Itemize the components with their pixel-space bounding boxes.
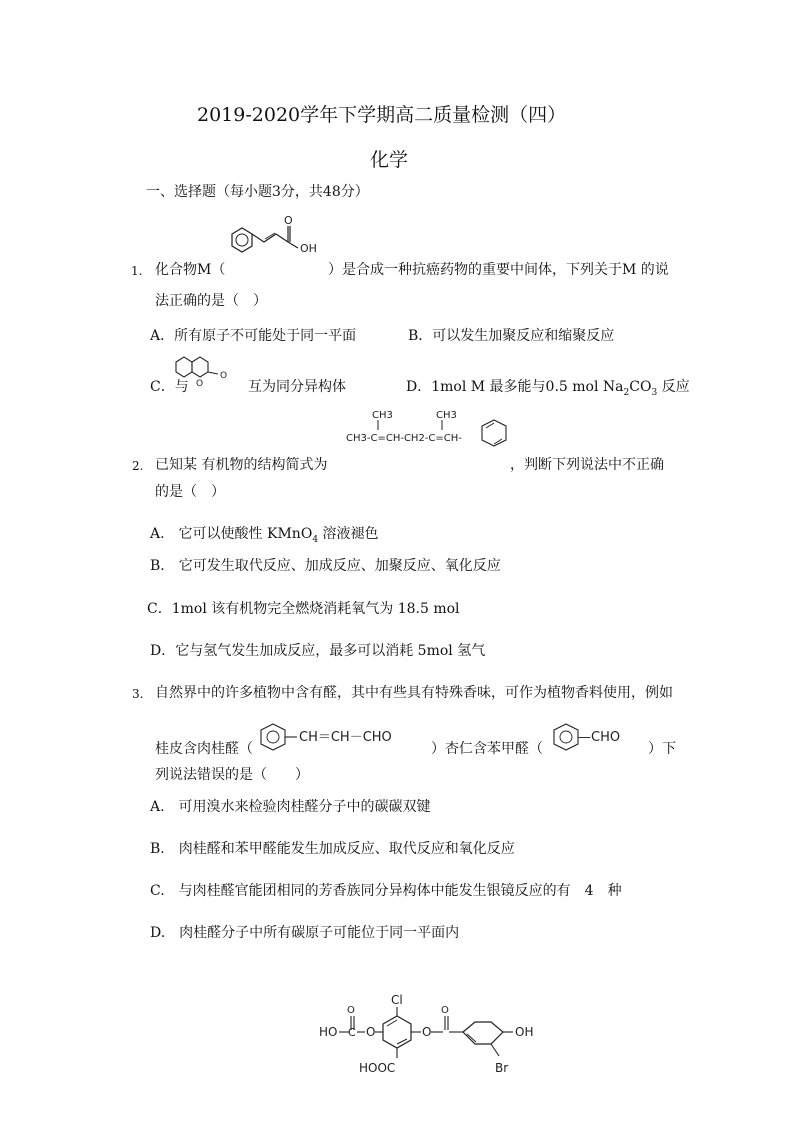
- option-d: D．它与氢气发生加成反应，最多可以消耗 5mol 氢气: [150, 643, 486, 659]
- option-d: D．1mol M 最多能与0.5 mol $Na_2CO_3$ 反应: [406, 379, 690, 398]
- ester-carbonyl-o: O: [441, 1005, 449, 1016]
- question-stem: 桂皮含肉桂醛（: [155, 741, 253, 757]
- section-heading: 一、选择题（每小题3分，共48分）: [146, 184, 369, 200]
- methyl-label: CH3: [436, 410, 457, 421]
- option-a: A. 它可以使酸性 KMnO$_4$ 溶液褪色: [150, 526, 379, 545]
- option-a: A. 可用溴水来检验肉桂醛分子中的碳碳双键: [150, 799, 431, 815]
- hydroxyl-label: HO: [319, 1025, 338, 1039]
- oxygen-label: O: [284, 214, 293, 227]
- page-title: 2019-2020学年下学期高二质量检测（四）: [197, 104, 567, 126]
- chain-label: CH＝CH－CHO: [299, 730, 392, 745]
- cinnamaldehyde-structure: [255, 722, 435, 752]
- carbonyl-o: O: [347, 1005, 355, 1016]
- hydroxyl-label-2: OH: [515, 1025, 534, 1039]
- question-number: 1.: [131, 264, 143, 278]
- subject-title: 化学: [370, 149, 409, 171]
- option-c: C. 与肉桂醛官能团相同的芳香族同分异构体中能发生银镜反应的有 4 种: [150, 883, 622, 899]
- option-a: A．所有原子不可能处于同一平面: [150, 328, 357, 344]
- option-b: B. 肉桂醛和苯甲醛能发生加成反应、取代反应和氧化反应: [150, 841, 515, 857]
- option-c-text: 互为同分异构体: [248, 379, 346, 395]
- carbonate-ester-structure: [315, 992, 565, 1082]
- coumarin-structure: [170, 350, 240, 390]
- methyl-label: CH3: [372, 410, 393, 421]
- option-c: C．1mol 该有机物完全燃烧消耗氧气为 18.5 mol: [147, 601, 460, 617]
- question-stem: 已知某 有机物的结构简式为: [155, 457, 328, 473]
- question-number: 2.: [132, 459, 144, 473]
- question-stem: ）杏仁含苯甲醛（: [431, 741, 543, 757]
- option-c: C．与: [150, 379, 189, 395]
- carboxyl-label: HOOC: [359, 1061, 396, 1075]
- cinnamic-acid-structure: [220, 212, 330, 267]
- question-stem: 法正确的是（ ）: [155, 293, 267, 309]
- question-stem: 的是（ ）: [155, 484, 225, 500]
- ester-oxygen-label: O: [422, 1025, 432, 1039]
- question-stem: ）下: [648, 741, 676, 757]
- option-b: B. 它可发生取代反应、加成反应、加聚反应、氧化反应: [150, 558, 501, 574]
- option-b: B．可以发生加聚反应和缩聚反应: [408, 328, 615, 344]
- question-stem: ，判断下列说法中不正确: [510, 457, 664, 473]
- question-number: 3.: [132, 687, 144, 701]
- question-stem: 列说法错误的是（ ）: [155, 767, 309, 783]
- ether-oxygen-label: O: [366, 1025, 376, 1039]
- benzaldehyde-structure: [548, 722, 638, 752]
- chlorine-label: Cl: [391, 993, 403, 1007]
- hydroxyl-label: OH: [300, 242, 317, 255]
- chain-label: CH3-C=CH-CH2-C=CH-: [346, 433, 462, 444]
- bromine-label: Br: [495, 1061, 509, 1075]
- question-stem: ）是合成一种抗癌药物的重要中间体，下列关于M 的说: [328, 262, 669, 278]
- carbon-c: C: [348, 1026, 356, 1039]
- option-d: D. 肉桂醛分子中所有碳原子可能位于同一平面内: [150, 925, 460, 941]
- question-stem: 化合物M（: [155, 262, 226, 278]
- carbonyl-oxygen-label: O: [220, 371, 228, 381]
- ring-oxygen-label: O: [196, 379, 204, 389]
- alkene-structure: [342, 404, 522, 464]
- aldehyde-label: —CHO: [578, 730, 621, 745]
- question-stem: 自然界中的许多植物中含有醛，其中有些具有特殊香味，可作为植物香料使用，例如: [155, 685, 673, 701]
